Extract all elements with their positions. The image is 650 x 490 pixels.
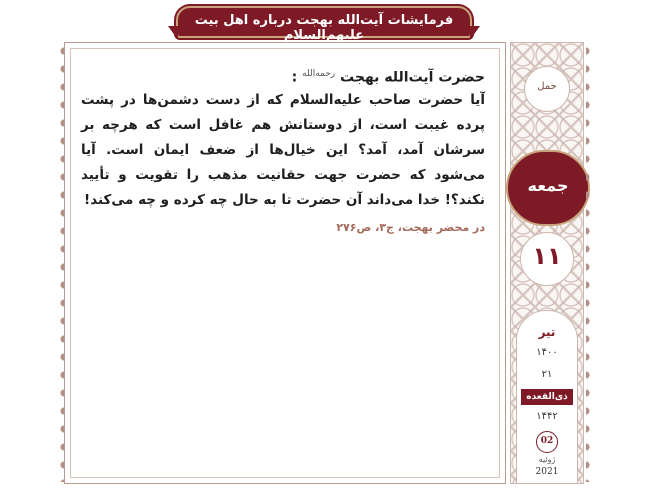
speaker-name: حضرت آیت‌الله بهجت: [340, 69, 485, 86]
lunar-year: ۱۴۴۲: [536, 411, 558, 422]
speaker-honorific: رحمه‌الله: [302, 69, 336, 79]
speaker-colon: :: [291, 69, 298, 86]
greg-day-circle: [536, 431, 558, 453]
greg-year: 2021: [535, 467, 559, 477]
right-ornament: [586, 42, 596, 482]
weekday-label: جمعه: [527, 176, 569, 195]
day-number-circle: [520, 232, 574, 286]
page-title: فرمایشات آیت‌الله بهجت درباره اهل بیت علیهم‌السلام: [194, 13, 454, 43]
solar-month: تیر: [538, 325, 556, 339]
calendar-side-panel: [506, 42, 586, 482]
speaker-line: [81, 69, 485, 86]
ribbon-wing-right: [470, 26, 480, 40]
ribbon-wing-left: [168, 26, 178, 40]
quote-card: [64, 42, 506, 484]
lunar-day: ۲۱: [541, 369, 553, 380]
left-ornament: [54, 42, 64, 482]
quote-paragraph: آیا حضرت صاحب علیه‌السلام که از دست دشمن‌ها در پشت پرده غیبت است، از دوستانش هم غافل است که هرچه بر سرشان آمد، آمد؟ این خیال‌ها از ضعف ایمان است. آیا می‌شود که حضرت جهت حقانیت مذهب را تقویت و تأیید نکند؟! خدا می‌داند آن حضرت تا به حال چه کرده و چه می‌کند!: [81, 91, 485, 208]
lunar-month-badge: ذی‌القعده: [521, 389, 573, 405]
solar-year: ۱۴۰۰: [536, 347, 558, 358]
day-number: ۱۱: [532, 242, 562, 270]
greg-month: ژوئیه: [538, 455, 556, 464]
greg-day: 02: [540, 436, 554, 446]
zodiac-label: حمل: [537, 81, 557, 92]
quote-text-block: [81, 69, 485, 234]
source-citation: در محضر بهجت، ج۳، ص۲۷۶: [336, 220, 485, 234]
zodiac-circle: [524, 66, 570, 112]
title-ribbon: [176, 6, 472, 43]
weekday-badge: [506, 150, 590, 226]
date-details-panel: [516, 310, 578, 484]
